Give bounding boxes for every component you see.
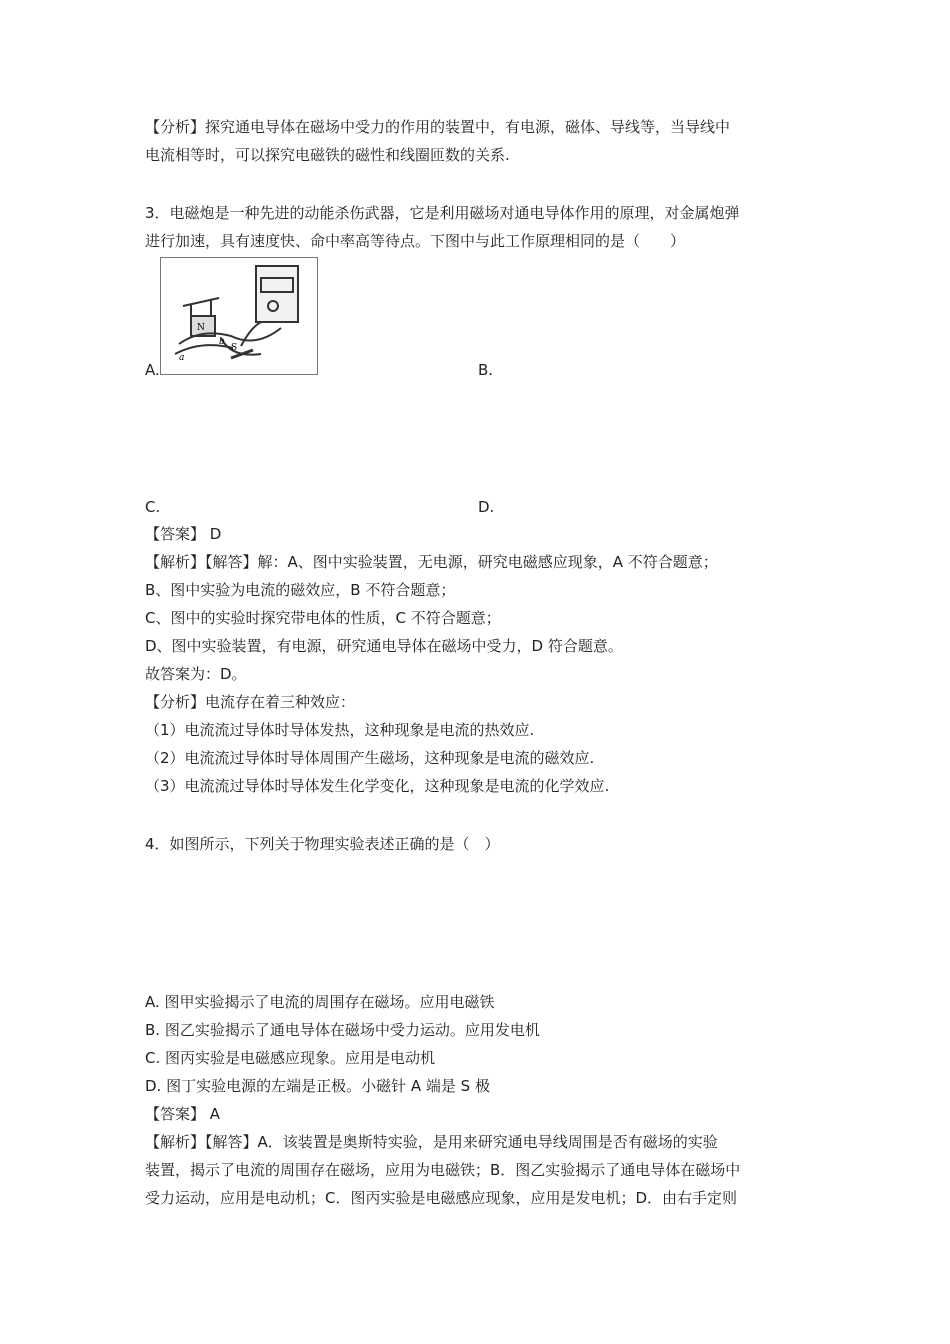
q4-option-d: D. 图丁实验电源的左端是正极。小磁针 A 端是 S 极 — [145, 1077, 490, 1095]
q2-analysis-line-2: 电流相等时，可以探究电磁铁的磁性和线圈匝数的关系. — [145, 146, 510, 164]
magnet-n-label: N — [197, 323, 205, 333]
q4-option-a: A. 图甲实验揭示了电流的周围存在磁场。应用电磁铁 — [145, 993, 495, 1011]
q4-explanation-line: 受力运动，应用是电动机；C．图丙实验是电磁感应现象，应用是发电机；D．由右手定则 — [145, 1189, 738, 1207]
q3-analysis-line: （1）电流流过导体时导体发热，这种现象是电流的热效应. — [145, 721, 535, 739]
q3-analysis-line: （3）电流流过导体时导体发生化学变化，这种现象是电流的化学效应. — [145, 777, 610, 795]
q3-answer: 【答案】 D — [145, 525, 222, 543]
q3-analysis-line: 【分析】电流存在着三种效应： — [145, 693, 356, 711]
q4-option-b: B. 图乙实验揭示了通电导体在磁场中受力运动。应用发电机 — [145, 1021, 540, 1039]
q3-stem-line-2: 进行加速，具有速度快、命中率高等待点。下图中与此工作原理相同的是（ ） — [145, 232, 686, 250]
q4-explanation-line: 【解析】【解答】A．该装置是奥斯特实验，是用来研究通电导线周围是否有磁场的实验 — [145, 1133, 718, 1151]
motor-experiment-image — [161, 258, 317, 374]
q3-explanation-line: B、图中实验为电流的磁效应，B 不符合题意； — [145, 581, 456, 599]
q3-explanation-line: 故答案为：D。 — [145, 665, 247, 683]
q3-option-b-label: B. — [478, 361, 494, 379]
q4-option-c: C. 图丙实验是电磁感应现象。应用是电动机 — [145, 1049, 436, 1067]
q3-analysis-line: （2）电流流过导体时导体周围产生磁场，这种现象是电流的磁效应. — [145, 749, 595, 767]
q4-stem: 4．如图所示，下列关于物理实验表述正确的是（ ） — [145, 835, 500, 853]
q3-stem-line-1: 3．电磁炮是一种先进的动能杀伤武器，它是利用磁场对通电导体作用的原理，对金属炮弹 — [145, 204, 740, 222]
q3-option-c-label: C. — [145, 498, 161, 516]
option-a-figure — [160, 257, 318, 375]
q3-option-a-label: A. — [145, 361, 160, 379]
switch-s-label: S — [231, 343, 238, 353]
q4-explanation-line: 装置，揭示了电流的周围存在磁场，应用为电磁铁；B．图乙实验揭示了通电导体在磁场中 — [145, 1161, 741, 1179]
q3-option-d-label: D. — [478, 498, 495, 516]
q2-analysis-line-1: 【分析】探究通电导体在磁场中受力的作用的装置中，有电源，磁体、导线等，当导线中 — [145, 118, 731, 136]
q3-explanation-line: C、图中的实验时探究带电体的性质，C 不符合题意； — [145, 609, 501, 627]
q3-explanation-line: 【解析】【解答】解：A、图中实验装置，无电源，研究电磁感应现象，A 不符合题意； — [145, 553, 718, 571]
wire-b-label: b — [219, 337, 225, 347]
q3-explanation-line: D、图中实验装置，有电源，研究通电导体在磁场中受力，D 符合题意。 — [145, 637, 623, 655]
wire-a-label: a — [179, 353, 185, 363]
q4-answer: 【答案】 A — [145, 1105, 221, 1123]
